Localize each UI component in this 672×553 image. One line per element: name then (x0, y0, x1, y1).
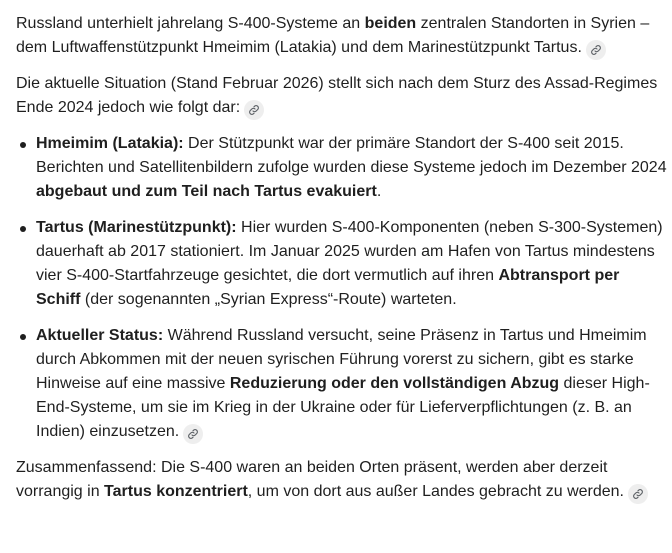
source-link-button[interactable] (586, 40, 606, 60)
list-item-text-end: dieser High-End-Systeme, um sie im Krieg in der Ukraine oder für Lieferverpflichtungen (z. B. an Indien) einzusetzen. (36, 375, 650, 440)
link-icon (187, 428, 199, 440)
link-icon (632, 488, 644, 500)
link-icon (248, 104, 260, 116)
list-item-label: Hmeimim (Latakia): (36, 135, 184, 152)
list-item-text: Während Russland versucht, seine Präsenz in Tartus und Hmeimim durch Abkommen mit der neuen syrischen Führung vorerst zu sichern, gibt es starke Hinweise auf eine massive (36, 327, 647, 392)
list-item-label: Aktueller Status: (36, 327, 164, 344)
source-link-button[interactable] (244, 100, 264, 120)
intro-paragraph-2 (16, 72, 668, 120)
intro-text: Russland unterhielt jahrelang S-400-Systeme an (16, 15, 365, 32)
intro-paragraph-1 (16, 12, 668, 60)
list-item-hmeimim (36, 132, 668, 204)
intro-bold: beiden (364, 15, 417, 32)
list-item-bold: Abtransport per Schiff (36, 267, 620, 308)
list-item-tartus (36, 216, 668, 312)
list-item-text-end: . (376, 183, 382, 200)
summary-paragraph (16, 456, 668, 504)
summary-bold: Tartus konzentriert (104, 483, 248, 500)
list-item-text-end: (der sogenannten „Syrian Express“-Route) warteten. (80, 291, 457, 308)
status-list (16, 132, 668, 444)
source-link-button[interactable] (183, 424, 203, 444)
source-link-button[interactable] (628, 484, 648, 504)
list-item-status (36, 324, 668, 444)
list-item-bold: abgebaut und zum Teil nach Tartus evakuiert (36, 183, 377, 200)
summary-text: Zusammenfassend: Die S-400 waren an beiden Orten präsent, werden aber derzeit vorrangig in (16, 459, 608, 500)
link-icon (590, 44, 602, 56)
list-item-label: Tartus (Marinestützpunkt): (36, 219, 237, 236)
situation-text: Die aktuelle Situation (Stand Februar 2026) stellt sich nach dem Sturz des Assad-Regimes Ende 2024 jedoch wie folgt dar: (16, 75, 658, 116)
list-item-text: Hier wurden S-400-Komponenten (neben S-300-Systemen) dauerhaft ab 2017 stationiert. Im Januar 2025 wurden am Hafen von Tartus mindestens vier S-400-Startfahrzeuge gesichtet, die dort vermutlich auf ihren (36, 219, 663, 284)
list-item-text: Der Stützpunkt war der primäre Standort der S-400 seit 2015. Berichten und Satellitenbildern zufolge wurden diese Systeme jedoch im Dezember 2024 (36, 135, 667, 176)
summary-text-end: , um von dort aus außer Landes gebracht zu werden. (247, 483, 624, 500)
intro-text-end: zentralen Standorten in Syrien – dem Luftwaffenstützpunkt Hmeimim (Latakia) und dem Marinestützpunkt Tartus. (16, 15, 650, 56)
list-item-bold: Reduzierung oder den vollständigen Abzug (229, 375, 560, 392)
